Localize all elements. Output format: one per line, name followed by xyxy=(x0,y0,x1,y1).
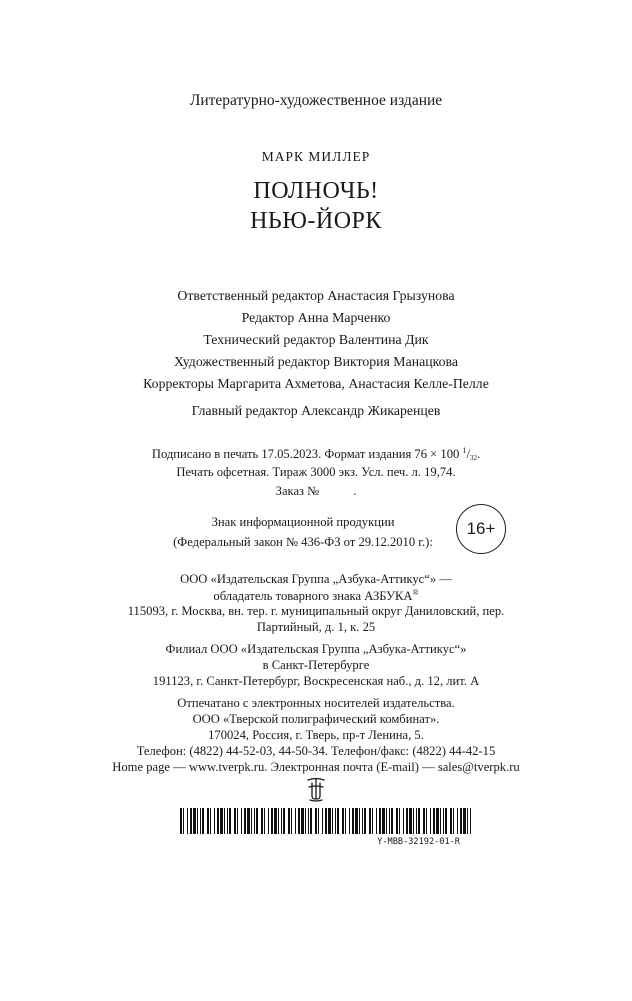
barcode xyxy=(180,808,474,834)
tpk-monogram-icon xyxy=(301,774,331,804)
branch-line: Филиал ООО «Издательская Группа „Азбука-Аттикус“» xyxy=(165,642,467,656)
editor-line: Редактор Анна Марченко xyxy=(241,310,391,325)
publisher-line: ООО «Издательская Группа „Азбука-Аттикус“» — xyxy=(180,572,452,586)
editor-line: Художественный редактор Виктория Манацкова xyxy=(174,354,458,369)
printer-contacts-line: Home page — www.tverpk.ru. Электронная почта (E-mail) — sales@tverpk.ru xyxy=(112,760,520,774)
printer-line: Отпечатано с электронных носителей издательства. xyxy=(177,696,455,710)
author-name: МАРК МИЛЛЕР xyxy=(261,149,371,164)
editor-line: Технический редактор Валентина Дик xyxy=(203,332,429,347)
info-sign-law: (Федеральный закон № 436-ФЗ от 29.12.2010 г.): xyxy=(173,535,433,549)
book-title-line-1: ПОЛНОЧЬ! xyxy=(253,178,379,204)
branch-address-line: 191123, г. Санкт-Петербург, Воскресенская наб., д. 12, лит. А xyxy=(152,674,480,688)
printer-line: 170024, Россия, г. Тверь, пр-т Ленина, 5. xyxy=(208,728,424,742)
barcode-number: Y-MBB-32192-01-R xyxy=(377,837,460,847)
editor-line: Корректоры Маргарита Ахметова, Анастасия Келле-Пелле xyxy=(143,376,489,391)
publisher-address-line: 115093, г. Москва, вн. тер. г. муниципальный округ Даниловский, пер. xyxy=(127,604,505,618)
print-details-line: Печать офсетная. Тираж 3000 экз. Усл. печ. л. 19,74. xyxy=(176,465,456,479)
printer-line: ООО «Тверской полиграфический комбинат». xyxy=(192,712,440,726)
publisher-address-line: Партийный, д. 1, к. 25 xyxy=(256,620,376,634)
print-signed-line: Подписано в печать 17.05.2023. Формат издания 76 × 100 $^1/_{32}$. xyxy=(151,446,481,462)
age-rating-badge: 16+ xyxy=(456,504,506,554)
printer-phone-line: Телефон: (4822) 44-52-03, 44-50-34. Телефон/факс: (4822) 44-42-15 xyxy=(136,744,496,758)
info-sign-label: Знак информационной продукции xyxy=(211,515,395,529)
publisher-trademark-line: обладатель товарного знака АЗБУКА® xyxy=(213,588,419,604)
chief-editor-line: Главный редактор Александр Жикаренцев xyxy=(191,403,441,418)
editor-line: Ответственный редактор Анастасия Грызунова xyxy=(177,288,455,303)
branch-city-line: в Санкт-Петербурге xyxy=(262,658,370,672)
genre-line: Литературно-художественное издание xyxy=(189,92,443,109)
order-number-line: Заказ № . xyxy=(275,484,357,498)
book-title-line-2: НЬЮ-ЙОРК xyxy=(250,208,382,234)
